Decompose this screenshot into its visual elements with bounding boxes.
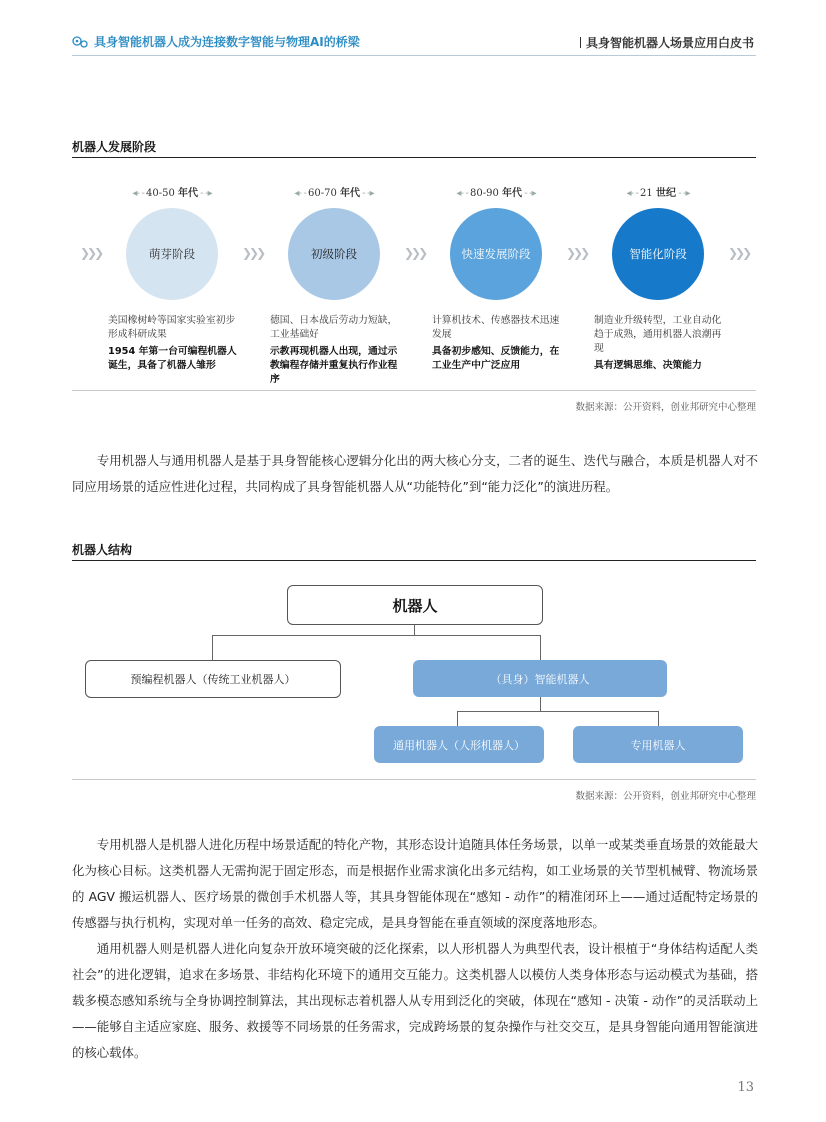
stages-bottom-rule [72,390,756,391]
connector-line [457,711,659,712]
stage-desc-3: 计算机技术、传感器技术迅速发展 具备初步感知、反馈能力，在工业生产中广泛应用 [432,315,560,371]
stages-section-title: 机器人发展阶段 [72,140,157,154]
chevron-right-icon: ❯❯❯ [728,246,750,260]
stage-circle-rapid: 快速发展阶段 [450,208,542,300]
header-divider [72,55,756,56]
stage-circle-initial: 初级阶段 [288,208,380,300]
chevron-right-icon: ❯❯❯ [566,246,588,260]
node-robot: 机器人 [287,585,543,625]
era-label-1: ◂- - 40-50 年代 - -▸ [132,188,212,199]
connector-line [658,711,659,726]
paragraph-special-robot: 专用机器人是机器人进化历程中场景适配的特化产物，其形态设计追随具体任务场景，以单一或某类垂直场景的效能最大化为核心目标。这类机器人无需拘泥于固定形态，而是根据作业需求演化出多元结构，如工业场景的关节型机械臂、物流场景的 AGV 搬运机器人、医疗场景的微创手术机器人等，其具身智能体现在“感知 - 动作”的精准闭环上——通过适配特定场景的传感器与执行机构，实现对单一任务的高效、稳定完成，是具身智能在垂直领域的深度落地形态。 [72,837,758,930]
chevron-right-icon: ❯❯❯ [80,246,102,260]
node-preprogrammed-robot: 预编程机器人（传统工业机器人） [85,660,341,698]
structure-source: 数据来源：公开资料，创业邦研究中心整理 [575,791,756,802]
connector-line [457,711,458,726]
node-special-robot: 专用机器人 [573,726,743,763]
stage-desc-2: 德国、日本战后劳动力短缺，工业基础好 示教再现机器人出现，通过示教编程存储并重复执行作业程序 [270,315,398,385]
connector-line [540,635,541,660]
node-general-robot: 通用机器人（人形机器人） [374,726,544,763]
era-label-2: ◂- - 60-70 年代 - -▸ [294,188,374,199]
page-number: 13 [737,1080,754,1095]
connector-line [540,697,541,711]
chevron-right-icon: ❯❯❯ [404,246,426,260]
header-left-title: 具身智能机器人成为连接数字智能与物理AI的桥梁 [94,35,360,49]
era-label-3: ◂- - 80-90 年代 - -▸ [456,188,536,199]
stage-circle-intelligent: 智能化阶段 [612,208,704,300]
structure-bottom-rule [72,779,756,780]
stage-desc-1: 美国橡树岭等国家实验室初步形成科研成果 1954 年第一台可编程机器人诞生，具备了机器人雏形 [108,315,237,371]
brain-chip-icon [72,35,88,49]
node-embodied-robot: （具身）智能机器人 [413,660,667,697]
structure-section-title: 机器人结构 [72,543,133,557]
connector-line [212,635,213,660]
chevron-right-icon: ❯❯❯ [242,246,264,260]
era-label-4: ◂- - 21 世纪 - -▸ [626,188,690,199]
paragraph-branches: 专用机器人与通用机器人是基于具身智能核心逻辑分化出的两大核心分支，二者的诞生、迭代与融合，本质是机器人对不同应用场景的适应性进化过程，共同构成了具身智能机器人从“功能特化”到“能力泛化”的演进历程。 [72,453,758,494]
stage-circle-sprout: 萌芽阶段 [126,208,218,300]
header-left [72,33,360,50]
stages-section-rule [72,157,756,158]
structure-section-rule [72,560,756,561]
connector-line [212,635,540,636]
header-right-title: 具身智能机器人场景应用白皮书 [580,34,754,51]
paragraph-general-robot: 通用机器人则是机器人进化向复杂开放环境突破的泛化探索，以人形机器人为典型代表，设计根植于“身体结构适配人类社会”的进化逻辑，追求在多场景、非结构化环境下的通用交互能力。这类机器人以模仿人类身体形态与运动模式为基础，搭载多模态感知系统与全身协调控制算法，其出现标志着机器人从专用到泛化的突破，体现在“感知 - 决策 - 动作”的灵活联动上——能够自主适应家庭、服务、救援等不同场景的任务需求，完成跨场景的复杂操作与社交交互，是具身智能向通用智能演进的核心载体。 [72,941,758,1060]
stages-source: 数据来源：公开资料，创业邦研究中心整理 [575,402,756,413]
stage-desc-4: 制造业升级转型，工业自动化趋于成熟，通用机器人浪潮再现 具有逻辑思维、决策能力 [594,315,722,371]
